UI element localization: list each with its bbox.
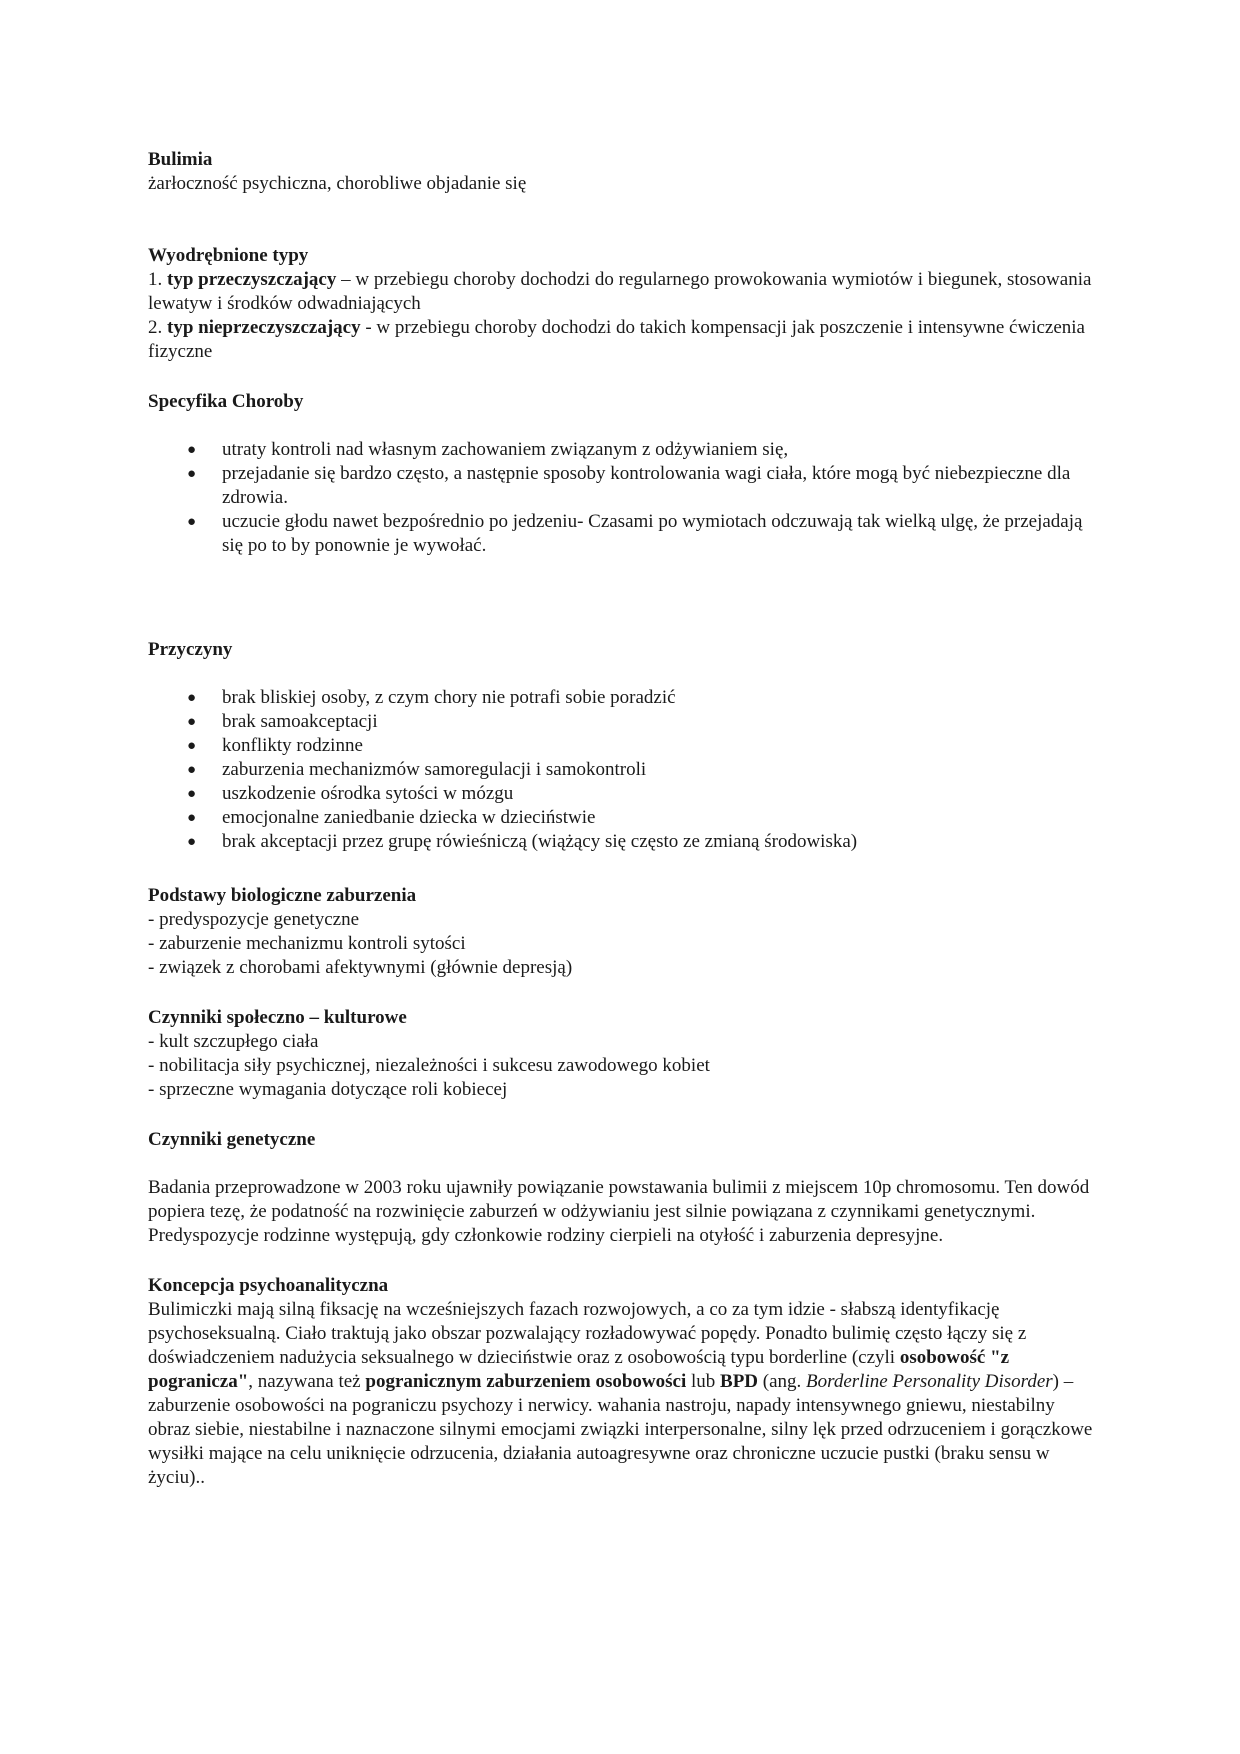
spacer <box>148 196 1098 244</box>
psycho-text: (ang. <box>758 1371 807 1392</box>
bullet-icon: ● <box>187 714 197 730</box>
specifics-list <box>148 438 1098 558</box>
spacer <box>148 980 1098 1006</box>
spacer <box>148 1102 1098 1128</box>
spacer <box>148 1152 1098 1176</box>
social-item: - nobilitacja siły psychicznej, niezależności i sukcesu zawodowego kobiet <box>148 1055 710 1076</box>
bullet-icon: ● <box>187 442 197 458</box>
social-heading: Czynniki społeczno – kulturowe <box>148 1007 407 1028</box>
bullet-icon: ● <box>187 834 197 850</box>
document-page <box>148 148 1098 1490</box>
list-item <box>148 462 1098 510</box>
bullet-icon: ● <box>187 690 197 706</box>
social-item: - kult szczupłego ciała <box>148 1031 319 1052</box>
specifics-heading: Specyfika Choroby <box>148 391 304 412</box>
psycho-text: , nazywana też <box>248 1371 366 1392</box>
bullet-icon: ● <box>187 514 197 530</box>
document-subtitle: żarłoczność psychiczna, chorobliwe objadanie się <box>148 173 527 194</box>
psycho-heading: Koncepcja psychoanalityczna <box>148 1275 389 1296</box>
list-item-text: konflikty rodzinne <box>222 735 363 756</box>
bullet-icon: ● <box>187 786 197 802</box>
list-item-text: uczucie głodu nawet bezpośrednio po jedzeniu- Czasami po wymiotach odczuwają tak wielką ulgę, że przejadają się po to by ponownie je wywołać. <box>222 511 1083 556</box>
psycho-term: pogranicznym zaburzeniem osobowości <box>365 1371 687 1392</box>
biological-item: - predyspozycje genetyczne <box>148 909 360 930</box>
document-title: Bulimia <box>148 149 213 170</box>
list-item <box>148 734 1098 758</box>
spacer <box>148 364 1098 390</box>
spacer <box>148 1248 1098 1274</box>
list-item-text: brak akceptacji przez grupę rówieśniczą (wiążący się często ze zmianą środowiska) <box>222 831 858 852</box>
list-item-text: brak samoakceptacji <box>222 711 378 732</box>
types-item-2-term: typ nieprzeczyszczający <box>167 317 361 338</box>
list-item <box>148 782 1098 806</box>
biological-item: - zaburzenie mechanizmu kontroli sytości <box>148 933 466 954</box>
list-item-text: zaburzenia mechanizmów samoregulacji i samokontroli <box>222 759 647 780</box>
list-item <box>148 806 1098 830</box>
list-item <box>148 510 1098 558</box>
list-item <box>148 686 1098 710</box>
bullet-icon: ● <box>187 810 197 826</box>
list-item <box>148 710 1098 734</box>
types-item-1-prefix: 1. <box>148 269 167 290</box>
types-item-1-text: – w przebiegu choroby dochodzi do regularnego prowokowania wymiotów i biegunek, stosowania lewatyw i środków odwadniających <box>148 269 1092 314</box>
list-item-text: uszkodzenie ośrodka sytości w mózgu <box>222 783 514 804</box>
list-item-text: utraty kontroli nad własnym zachowaniem związanym z odżywianiem się, <box>222 439 789 460</box>
list-item-text: emocjonalne zaniedbanie dziecka w dzieciństwie <box>222 807 596 828</box>
spacer <box>148 854 1098 884</box>
list-item-text: przejadanie się bardzo często, a następnie sposoby kontrolowania wagi ciała, które mogą być niebezpieczne dla zdrowia. <box>222 463 1071 508</box>
genetic-heading: Czynniki genetyczne <box>148 1129 316 1150</box>
psycho-text: ) – zaburzenie osobowości na pograniczu psychozy i nerwicy. wahania nastroju, napady intensywnego gniewu, niestabilny obraz siebie, niestabilne i naznaczone silnymi emocjami związki interpersonalne, silny lęk przed odrzuceniem i gorączkowe wysiłki mające na celu uniknięcie odrzucenia, działania autoagresywne oraz chroniczne uczucie pustki (braku sensu w życiu).. <box>148 1371 1093 1488</box>
psycho-term-english: Borderline Personality Disorder <box>806 1371 1053 1392</box>
list-item <box>148 758 1098 782</box>
bullet-icon: ● <box>187 738 197 754</box>
types-item-1 <box>148 268 1098 316</box>
psycho-text: Bulimiczki mają silną fiksację na wcześniejszych fazach rozwojowych, a co za tym idzie - słabszą identyfikację psychoseksualną. Ciało traktują jako obszar pozwalający rozładowywać popędy. Ponadto bulimię często łączy się z doświadczeniem nadużycia seksualnego w dzieciństwie oraz z osobowością typu borderline (czyli <box>148 1299 1027 1368</box>
psycho-term: BPD <box>720 1371 759 1392</box>
psycho-paragraph <box>148 1298 1098 1490</box>
types-item-1-term: typ przeczyszczający <box>167 269 337 290</box>
biological-heading: Podstawy biologiczne zaburzenia <box>148 885 417 906</box>
bullet-icon: ● <box>187 762 197 778</box>
psycho-text: lub <box>686 1371 721 1392</box>
causes-list <box>148 686 1098 854</box>
spacer <box>148 558 1098 638</box>
genetic-paragraph: Badania przeprowadzone w 2003 roku ujawniły powiązanie powstawania bulimii z miejscem 10p chromosomu. Ten dowód popiera tezę, że podatność na rozwinięcie zaburzeń w odżywianiu jest silnie powiązana z czynnikami genetycznymi. Predyspozycje rodzinne występują, gdy członkowie rodziny cierpieli na otyłość i zaburzenia depresyjne. <box>148 1177 1090 1246</box>
spacer <box>148 662 1098 686</box>
types-item-2-text: - w przebiegu choroby dochodzi do takich kompensacji jak poszczenie i intensywne ćwiczenia fizyczne <box>148 317 1085 362</box>
types-item-2-prefix: 2. <box>148 317 167 338</box>
causes-heading: Przyczyny <box>148 639 233 660</box>
biological-item: - związek z chorobami afektywnymi (głównie depresją) <box>148 957 573 978</box>
types-item-2 <box>148 316 1098 364</box>
social-item: - sprzeczne wymagania dotyczące roli kobiecej <box>148 1079 508 1100</box>
types-heading: Wyodrębnione typy <box>148 245 309 266</box>
list-item-text: brak bliskiej osoby, z czym chory nie potrafi sobie poradzić <box>222 687 676 708</box>
bullet-icon: ● <box>187 466 197 482</box>
list-item <box>148 830 1098 854</box>
psycho-term: osobowość "z pogranicza" <box>148 1347 1010 1392</box>
spacer <box>148 414 1098 438</box>
list-item <box>148 438 1098 462</box>
